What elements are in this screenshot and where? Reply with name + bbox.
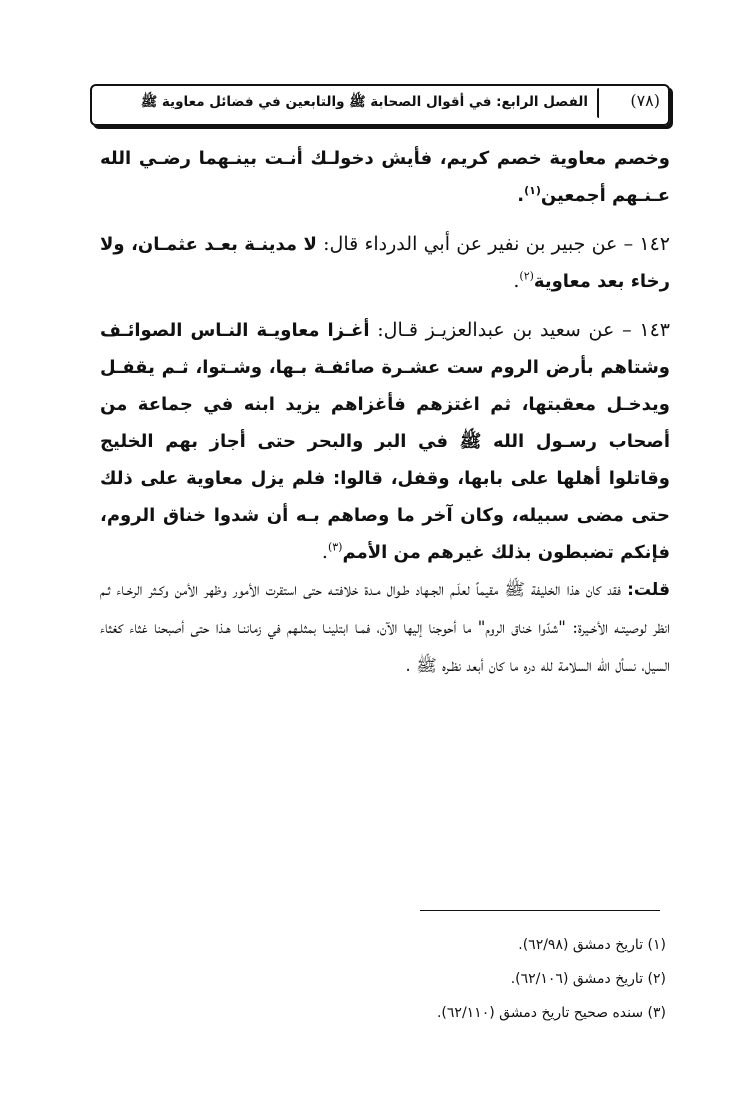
footnote-3: (٣) سنده صحيح تاريخ دمشق (٦٢/١١٠). <box>436 1005 666 1021</box>
comment-text: فقد كان هذا الخليفة ﷺ مقيماً لعلَـم الجـهاد طـوال مـدة خلافتـه حتى استقرت الأمور وظهر الأمن وكـثر الرخـاء ثـم انظر لوصيتـه الأخـيرة: "شدّوا خناق الروم" ما أحوجنا إليها الآن، فمـا ابتلينـا بمثلـهم في زماننـا هـذا حتى أصبحنا غثاء كغثاء السيل، نسأل الله السلامة لله دره ما كان أبعد نظـره ﷺ . <box>100 580 670 676</box>
narration-143-intro: ١٤٣ – عن سعيد بن عبدالعزيـز قـال: <box>369 319 670 341</box>
chapter-title: الفصل الرابع: في أقوال الصحابة ﷺ والتابعين في فضائل معاوية ﷺ <box>140 94 588 110</box>
footnote-ref-3: (٣) <box>327 540 343 554</box>
footnote-separator <box>420 910 660 911</box>
footnote-ref-1: (١) <box>524 184 541 197</box>
author-comment <box>100 571 670 685</box>
page-number: (٧٨) <box>630 91 660 110</box>
narration-143 <box>100 312 670 571</box>
p1-line1: وخصم معاوية خصم كريم، فأيش دخولـك أنـت بينـهما رضـي الله عـنـهم <box>100 148 670 206</box>
main-text <box>100 140 670 685</box>
narration-142 <box>100 226 670 300</box>
p1-line2: أجمعين <box>540 185 606 206</box>
narration-143-quote: أغـزا معاويـة النـاس الصوائـف وشتاهم بأرض الروم ست عشـرة صائفـة بـها، وشـتوا، ثـم يقفـل ويدخـل معقبتها، ثم اغتزهم فأغزاهم يزيد ابنه في جماعة من أصحاب رسـول الله ﷺ في البر والبحر حتى أجاز بهم الخليج وقاتلوا أهلها على بابها، وقفل، قالوا: فلم يزل معاوية على ذلك حتى مضى سبيله، وكان آخر ما وصاهم بـه أن شدوا خناق الروم، فإنكم تضبطون بذلك غيرهم من الأمم <box>100 320 670 563</box>
footnote-ref-2: (٢) <box>519 269 534 283</box>
running-header <box>90 84 670 128</box>
narration-143-end: . <box>321 541 328 563</box>
comment-label: قلت: <box>627 580 670 600</box>
footnotes <box>300 928 666 1030</box>
narration-142-intro: ١٤٢ – عن جبير بن نفير عن أبي الدرداء قال: <box>316 233 670 255</box>
paragraph-continuation <box>100 140 670 214</box>
header-divider <box>597 88 602 118</box>
narration-142-quote: لا مدينـة بعـد عثمـان، ولا رخاء بعد معاوية <box>100 234 670 292</box>
p1-end: . <box>517 185 525 206</box>
footnote-2: (٢) تاريخ دمشق (٦٢/١٠٦). <box>510 971 666 987</box>
footnote-1: (١) تاريخ دمشق (٦٢/٩٨). <box>518 937 666 953</box>
narration-142-end: . <box>513 270 520 292</box>
